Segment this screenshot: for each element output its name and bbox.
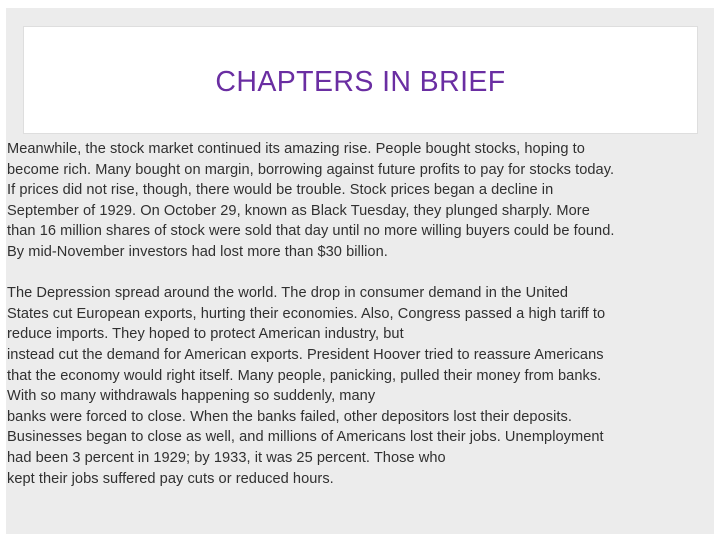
slide-body — [7, 139, 712, 489]
title-box — [23, 26, 698, 134]
slide-title: CHAPTERS IN BRIEF — [215, 66, 506, 98]
paragraph-depression: The Depression spread around the world. The drop in consumer demand in the United States cut European exports, hurting their economies. Also, Congress passed a high tariff to reduce imports. They hoped to protect American industry, but instead cut the demand for American exports. President Hoover tried to reassure Americans that the economy would right itself. Many people, panicking, pulled their money from banks. With so many withdrawals happening so suddenly, many banks were forced to close. When the banks failed, other depositors lost their deposits. Businesses began to close as well, and millions of Americans lost their jobs. Unemployment had been 3 percent in 1929; by 1933, it was 25 percent. Those who kept their jobs suffered pay cuts or reduced hours. — [7, 285, 606, 487]
paragraph-stock-market: Meanwhile, the stock market continued its amazing rise. People bought stocks, hoping to become rich. Many bought on margin, borrowing against future profits to pay for stocks today. If prices did not rise, though, there would be trouble. Stock prices began a decline in September of 1929. On October 29, known as Black Tuesday, they plunged sharply. More than 16 million shares of stock were sold that day until no more willing buyers could be found. By mid-November investors had lost more than $30 billion. — [7, 141, 615, 260]
